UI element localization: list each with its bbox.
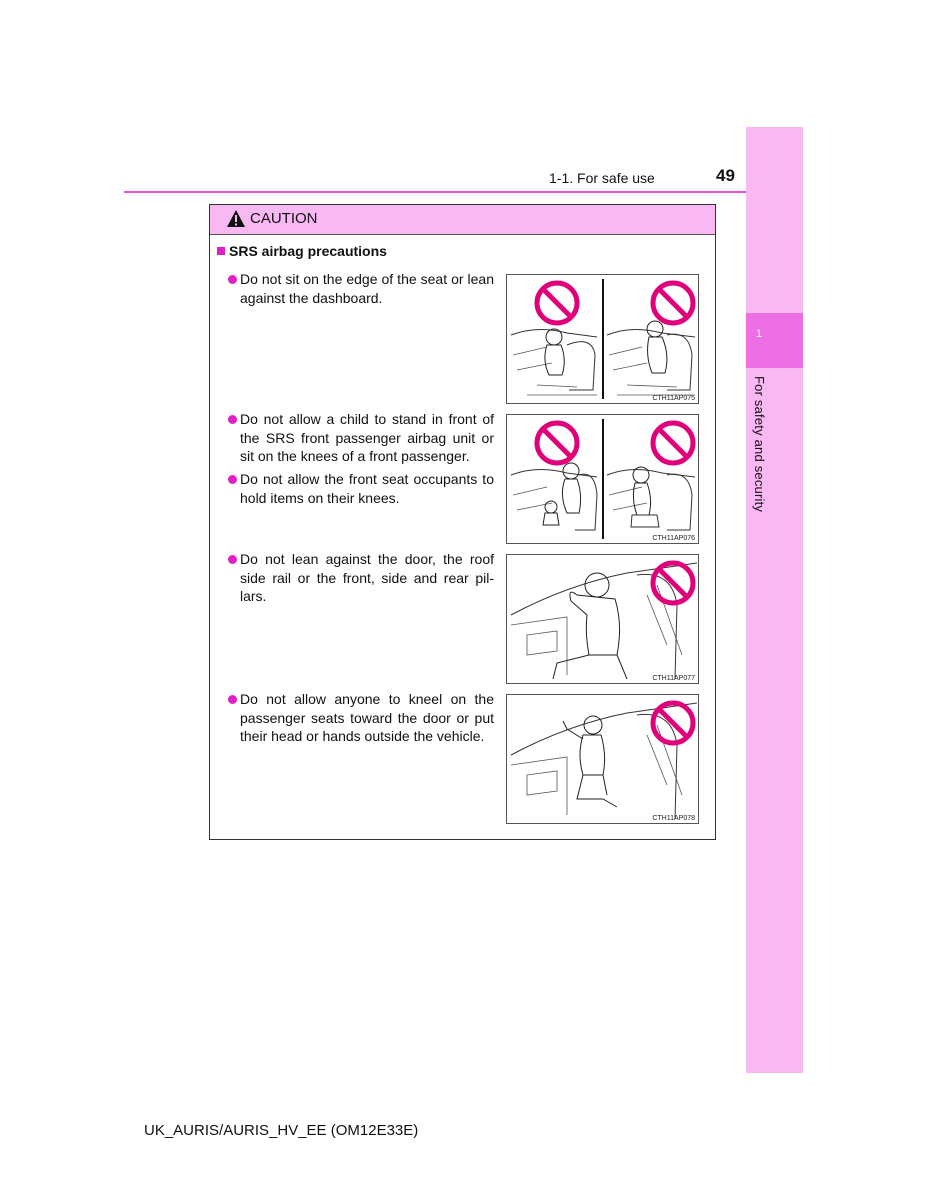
page-number: 49 xyxy=(716,166,735,185)
figure-code: CTH11AP075 xyxy=(652,395,695,402)
bullet-dot-icon xyxy=(228,475,237,484)
prohibition-icon xyxy=(533,419,581,467)
prohibition-icon xyxy=(533,279,581,327)
bullet-text: Do not sit on the edge of the seat or lean against the dashboard. xyxy=(240,271,494,306)
chapter-marker xyxy=(746,313,803,368)
caution-label: CAUTION xyxy=(250,210,318,227)
bullet-text: Do not allow a child to stand in front of the SRS front passenger airbag unit or sit on the knees of a front passenger. xyxy=(240,411,494,464)
chapter-number: 1 xyxy=(756,328,763,340)
prohibition-icon xyxy=(649,419,697,467)
section-title: 1-1. For safe use xyxy=(549,170,655,186)
bullet-item xyxy=(228,690,494,746)
bullet-item xyxy=(228,270,494,307)
prohibition-icon xyxy=(649,699,697,747)
figure-code: CTH11AP077 xyxy=(652,675,695,682)
section-subheading xyxy=(217,243,387,259)
bullet-item xyxy=(228,550,494,606)
illustration-child-in-front xyxy=(506,414,699,544)
bullet-item xyxy=(228,470,494,507)
prohibition-icon xyxy=(649,559,697,607)
caution-header xyxy=(210,205,715,235)
figure-code: CTH11AP078 xyxy=(652,815,695,822)
figure-code: CTH11AP076 xyxy=(652,535,695,542)
chapter-side-tab xyxy=(746,127,803,1073)
square-bullet-icon xyxy=(217,247,225,255)
bullet-dot-icon xyxy=(228,695,237,704)
illustration-sitting-on-seat-edge xyxy=(506,274,699,404)
warning-icon xyxy=(226,209,246,229)
bullet-text: Do not allow the front seat occupants to hold items on their knees. xyxy=(240,471,494,506)
illustration-kneeling-on-seat xyxy=(506,694,699,824)
subheading-text: SRS airbag precautions xyxy=(229,243,387,259)
header-rule xyxy=(124,191,802,193)
caution-box xyxy=(209,204,716,840)
prohibition-icon xyxy=(649,279,697,327)
illustration-leaning-on-door xyxy=(506,554,699,684)
footer-model-code: UK_AURIS/AURIS_HV_EE (OM12E33E) xyxy=(144,1122,419,1139)
bullet-dot-icon xyxy=(228,555,237,564)
bullet-text: Do not allow anyone to kneel on the passenger seats toward the door or put their head or hands outside the vehicle. xyxy=(240,691,494,744)
bullet-text: Do not lean against the door, the roof side rail or the front, side and rear pil-lars. xyxy=(240,551,494,604)
bullet-dot-icon xyxy=(228,275,237,284)
bullet-item xyxy=(228,410,494,466)
chapter-title: For safety and security xyxy=(752,376,767,513)
bullet-dot-icon xyxy=(228,415,237,424)
